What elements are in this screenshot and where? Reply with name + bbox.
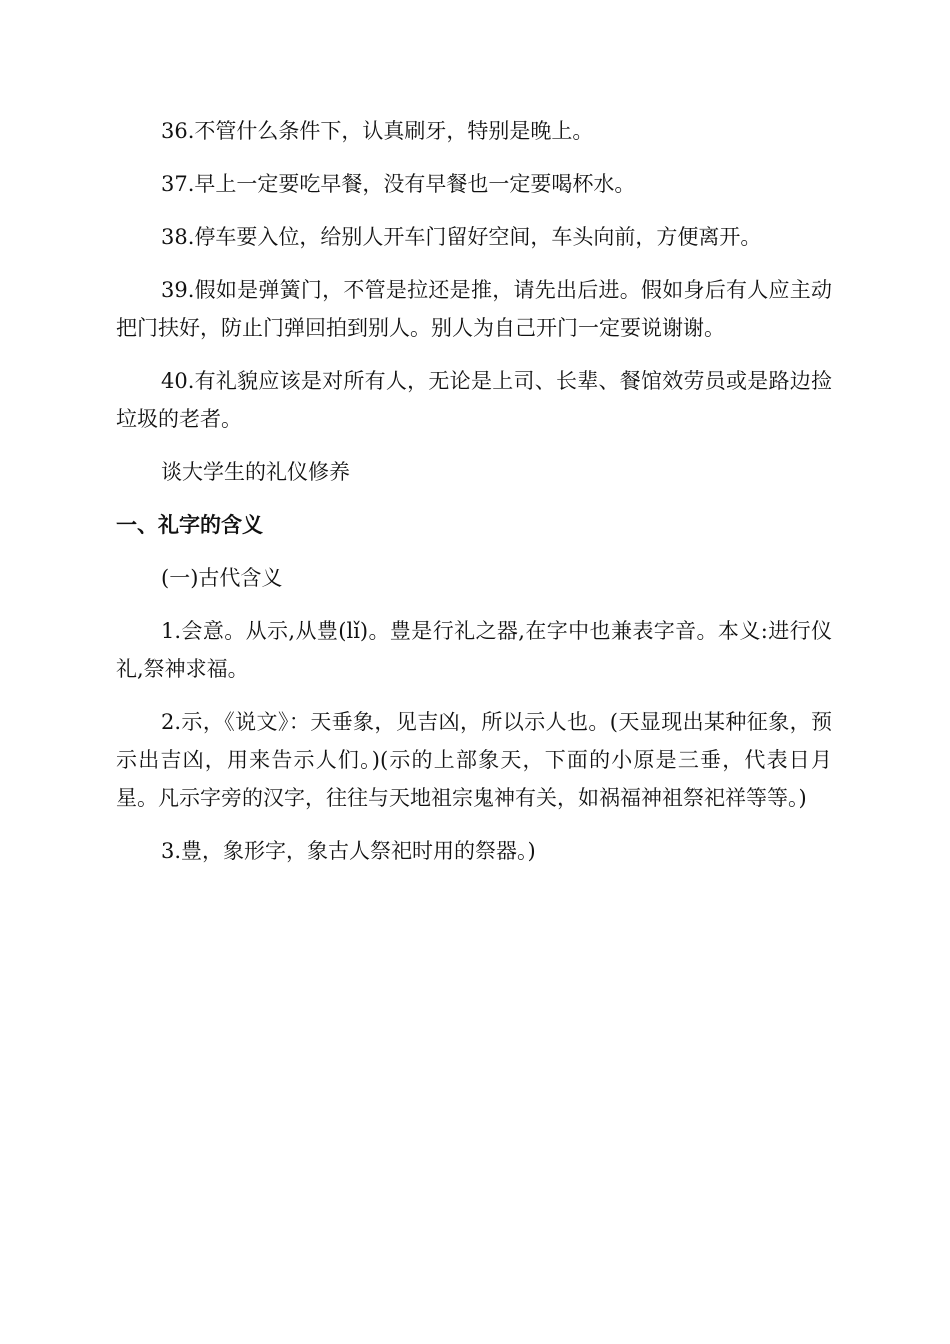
paragraph-item-1: 1.会意。从示,从豊(lǐ)。豊是行礼之器,在字中也兼表字音。本义:进行仪礼,祭神求福。	[116, 619, 832, 681]
paragraph-item-3: 3.豊，象形字，象古人祭祀时用的祭器。)	[161, 839, 536, 863]
paragraph-39: 39.假如是弹簧门，不管是拉还是推，请先出后进。假如身后有人应主动把门扶好，防止门弹回拍到别人。别人为自己开门一定要说谢谢。	[116, 278, 832, 340]
paragraph-38: 38.停车要入位，给别人开车门留好空间，车头向前，方便离开。	[161, 225, 762, 249]
document-body	[116, 112, 832, 885]
paragraph-item-2: 2.示，《说文》：天垂象，见吉凶，所以示人也。(天显现出某种征象，预示出吉凶，用来告示人们。)(示的上部象天，下面的小原是三垂，代表日月星。凡示字旁的汉字，往往与天地祖宗鬼神有关，如祸福神祖祭祀祥等等。)	[116, 710, 832, 810]
paragraph-40: 40.有礼貌应该是对所有人，无论是上司、长辈、餐馆效劳员或是路边捡垃圾的老者。	[116, 369, 832, 431]
subsection-heading: (一)古代含义	[161, 566, 283, 590]
paragraph-36: 36.不管什么条件下，认真刷牙，特别是晚上。	[161, 119, 594, 143]
article-title: 谈大学生的礼仪修养	[161, 460, 350, 484]
section-heading: 一、礼字的含义	[116, 513, 263, 537]
paragraph-37: 37.早上一定要吃早餐，没有早餐也一定要喝杯水。	[161, 172, 636, 196]
